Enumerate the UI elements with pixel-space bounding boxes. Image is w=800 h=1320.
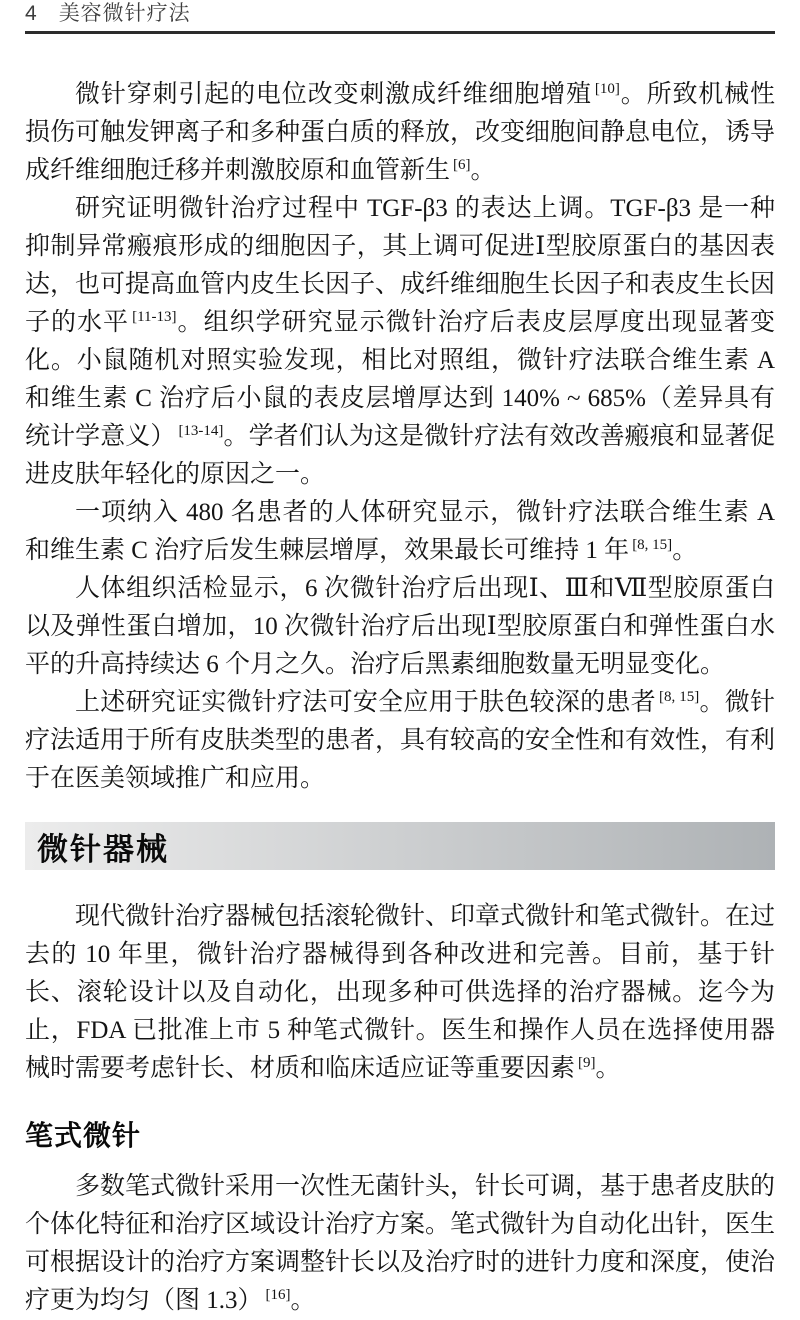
citation-ref: [10] bbox=[594, 80, 620, 97]
paragraph: 一项纳入 480 名患者的人体研究显示，微针疗法联合维生素 A 和维生素 C 治疗后发生棘层增厚，效果最长可维持 1 年 [8, 15]。 bbox=[25, 499, 775, 564]
paragraph: 研究证明微针治疗过程中 TGF-β3 的表达上调。TGF-β3 是一种抑制异常瘢痕形成的细胞因子，其上调可促进Ⅰ型胶原蛋白的基因表达，也可提高血管内皮生长因子、成纤维细胞生长因子和表皮生长因子的水平 [11-13]。组织学研究显示微针治疗后表皮层厚度出现显著变化。小鼠随机对照实验发现，相比对照组，微针疗法联合维生素 A 和维生素 C 治疗后小鼠的表皮层增厚达到 140% ~ 685%（差异具有统计学意义） [13-14]。学者们认为这是微针疗法有效改善瘢痕和显著促进皮肤年轻化的原因之一。 bbox=[25, 195, 776, 488]
section-heading-bar bbox=[25, 822, 775, 870]
citation-ref: [8, 15] bbox=[632, 536, 673, 553]
running-head bbox=[25, 0, 775, 26]
subsection-paragraphs bbox=[25, 1168, 775, 1320]
paragraph: 微针穿刺引起的电位改变刺激成纤维细胞增殖 [10]。所致机械性损伤可触发钾离子和多种蛋白质的释放，改变细胞间静息电位，诱导成纤维细胞迁移并刺激胶原和血管新生 [6]。 bbox=[25, 80, 776, 184]
header-rule bbox=[25, 31, 775, 34]
citation-ref: [16] bbox=[265, 1286, 291, 1303]
citation-ref: [9] bbox=[578, 1054, 596, 1071]
paragraph: 人体组织活检显示，6 次微针治疗后出现Ⅰ、Ⅲ和Ⅶ型胶原蛋白以及弹性蛋白增加，10 次微针治疗后出现Ⅰ型胶原蛋白和弹性蛋白水平的升高持续达 6 个月之久。治疗后黑素细胞数量无明显变化。 bbox=[25, 575, 775, 678]
page-number: 4 bbox=[25, 2, 37, 25]
section-heading: 微针器械 bbox=[37, 831, 169, 867]
intro-paragraphs bbox=[25, 76, 775, 798]
running-title: 美容微针疗法 bbox=[58, 2, 191, 25]
paragraph: 上述研究证实微针疗法可安全应用于肤色较深的患者 [8, 15]。微针疗法适用于所有皮肤类型的患者，具有较高的安全性和有效性，有利于在医美领域推广和应用。 bbox=[25, 688, 776, 792]
citation-ref: [13-14] bbox=[178, 422, 224, 439]
section-paragraphs bbox=[25, 898, 775, 1088]
citation-ref: [6] bbox=[453, 156, 471, 173]
citation-ref: [8, 15] bbox=[658, 688, 700, 705]
subsection-heading: 笔式微针 bbox=[25, 1120, 142, 1151]
paragraph: 现代微针治疗器械包括滚轮微针、印章式微针和笔式微针。在过去的 10 年里，微针治疗器械得到各种改进和完善。目前，基于针长、滚轮设计以及自动化，出现多种可供选择的治疗器械。迄今为止，FDA 已批准上市 5 种笔式微针。医生和操作人员在选择使用器械时需要考虑针长、材质和临床适应证等重要因素 [9]。 bbox=[25, 903, 776, 1082]
paragraph: 多数笔式微针采用一次性无菌针头，针长可调，基于患者皮肤的个体化特征和治疗区域设计治疗方案。笔式微针为自动化出针，医生可根据设计的治疗方案调整针长以及治疗时的进针力度和深度，使治疗更为均匀（图 1.3） [16]。 bbox=[25, 1173, 776, 1314]
citation-ref: [11-13] bbox=[132, 308, 177, 325]
